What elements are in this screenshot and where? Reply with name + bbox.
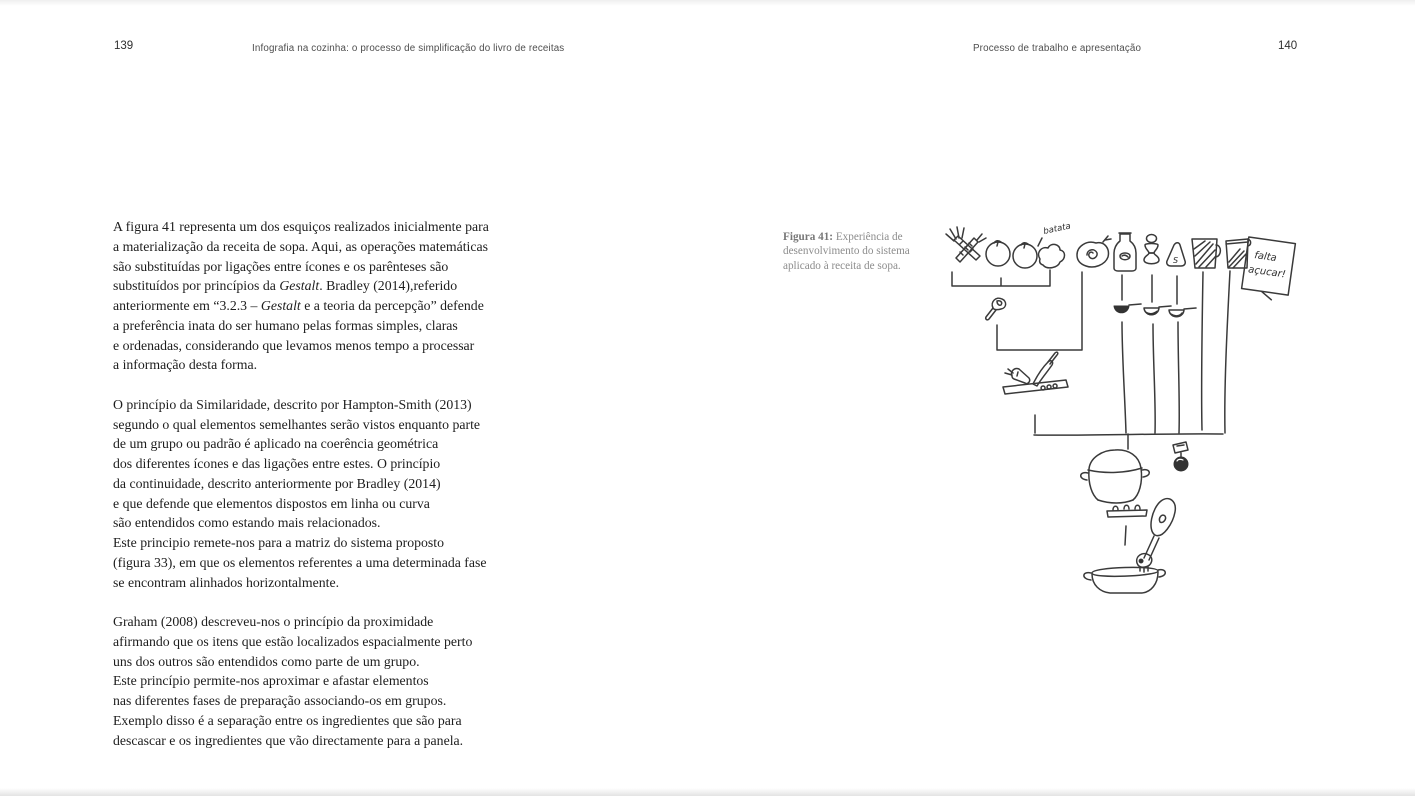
- stove-burner-icon: [1107, 505, 1147, 517]
- text-line: da continuidade, descrito anteriormente por Bradley (2014): [113, 475, 441, 491]
- tomatoes-icon: [986, 241, 1037, 268]
- page-number-left: 139: [114, 40, 134, 52]
- running-header-right: Processo de trabalho e apresentação: [973, 43, 1142, 54]
- text-line: Este princípio permite-nos aproximar e afastar elementos: [113, 673, 429, 689]
- figure-caption-text: Experiência de desenvolvimento do sistema aplicado à receita de sopa.: [783, 231, 910, 272]
- figure-caption: [783, 230, 914, 273]
- text-line: uns dos outros são entendidos como parte de um grupo.: [113, 653, 420, 669]
- body-text-column: [113, 217, 489, 770]
- paragraph: [113, 612, 489, 750]
- cutting-board-icon: [1003, 352, 1068, 394]
- salt-letter: S: [1173, 256, 1179, 265]
- page-top-edge-shadow: [0, 0, 1415, 6]
- merge-line: [1034, 434, 1223, 449]
- merge-bracket: [997, 272, 1082, 350]
- paragraph: [113, 217, 489, 375]
- measuring-spoon-icons: [1114, 304, 1196, 317]
- text-line: Este principio remete-nos para a matriz do sistema proposto: [113, 535, 445, 550]
- pepper-grinder-icon: [1144, 235, 1159, 264]
- note-text-line1: falta: [1253, 250, 1278, 265]
- text-line: substituídos por princípios da Gestalt. Bradley (2014),referido: [113, 278, 458, 294]
- text-line: Exemplo disso é a separação entre os ingredientes que são para: [113, 712, 462, 728]
- page-bottom-edge-shadow: [0, 788, 1415, 796]
- sticky-note: [1241, 237, 1296, 302]
- potato-icon: [1038, 221, 1072, 267]
- cooking-pot-icon: [1081, 450, 1150, 503]
- figure-caption-label: Figura 41:: [783, 231, 834, 244]
- text-line: (figura 33), em que os elementos referentes a uma determinada fase: [113, 554, 487, 570]
- text-line: se encontram alinhados horizontalmente.: [113, 574, 340, 590]
- text-line: segundo o qual elementos semelhantes serão vistos enquanto parte: [113, 416, 481, 432]
- flow-connector: [1125, 526, 1126, 545]
- text-line: nas diferentes fases de preparação associando-os em grupos.: [113, 693, 447, 708]
- text-line: e que defende que elementos dispostos em linha ou curva: [113, 495, 430, 511]
- text-line: são entendidos como estando mais relacionados.: [113, 515, 381, 531]
- text-line: são substituídas por ligações entre ícones e os parênteses são: [113, 258, 449, 274]
- peeler-icon: [986, 298, 1006, 320]
- measuring-jug-icon: [1192, 239, 1220, 268]
- salt-shaker-icon: [1167, 243, 1186, 266]
- text-line: Graham (2008) descreveu-nos o princípio da proximidade: [113, 614, 434, 629]
- group-bracket: [952, 270, 1050, 286]
- paragraph: [113, 395, 489, 593]
- olive-oil-bottle-icon: [1114, 233, 1136, 271]
- onion-icon: [1077, 236, 1111, 267]
- kitchen-timer-icon: [1173, 442, 1188, 471]
- text-line: descascar e os ingredientes que vão directamente para a panela.: [113, 732, 464, 748]
- text-line: de um grupo ou padrão é aplicado na coerência geométrica: [113, 436, 439, 452]
- flow-lines: [1035, 271, 1230, 433]
- text-line: a informação desta forma.: [113, 357, 258, 373]
- text-line: afirmando que os itens que estão localizados espacialmente perto: [113, 633, 473, 649]
- text-line: dos diferentes ícones e das ligações entre estes. O princípio: [113, 456, 441, 471]
- note-text-line2: açucar!: [1247, 264, 1287, 281]
- text-line: anteriormente em “3.2.3 – Gestalt e a teoria da percepção” defende: [113, 298, 484, 313]
- potato-label: batata: [1042, 221, 1072, 237]
- text-line: e ordenadas, considerando que levamos menos tempo a processar: [113, 337, 475, 353]
- text-line: A figura 41 representa um dos esquiços realizados inicialmente para: [113, 219, 489, 234]
- low-pot-icon: [1084, 567, 1165, 593]
- text-line: a preferência inata do ser humano pelas formas simples, claras: [113, 317, 458, 333]
- carrots-icon: [946, 227, 986, 262]
- figure-41-sketch: [930, 218, 1310, 618]
- running-header-left: Infografia na cozinha: o processo de simplificação do livro de receitas: [252, 43, 565, 54]
- text-line: O princípio da Similaridade, descrito por Hampton-Smith (2013): [113, 396, 472, 412]
- text-line: a materialização da receita de sopa. Aqui, as operações matemáticas: [113, 238, 489, 254]
- page-number-right: 140: [1278, 40, 1298, 52]
